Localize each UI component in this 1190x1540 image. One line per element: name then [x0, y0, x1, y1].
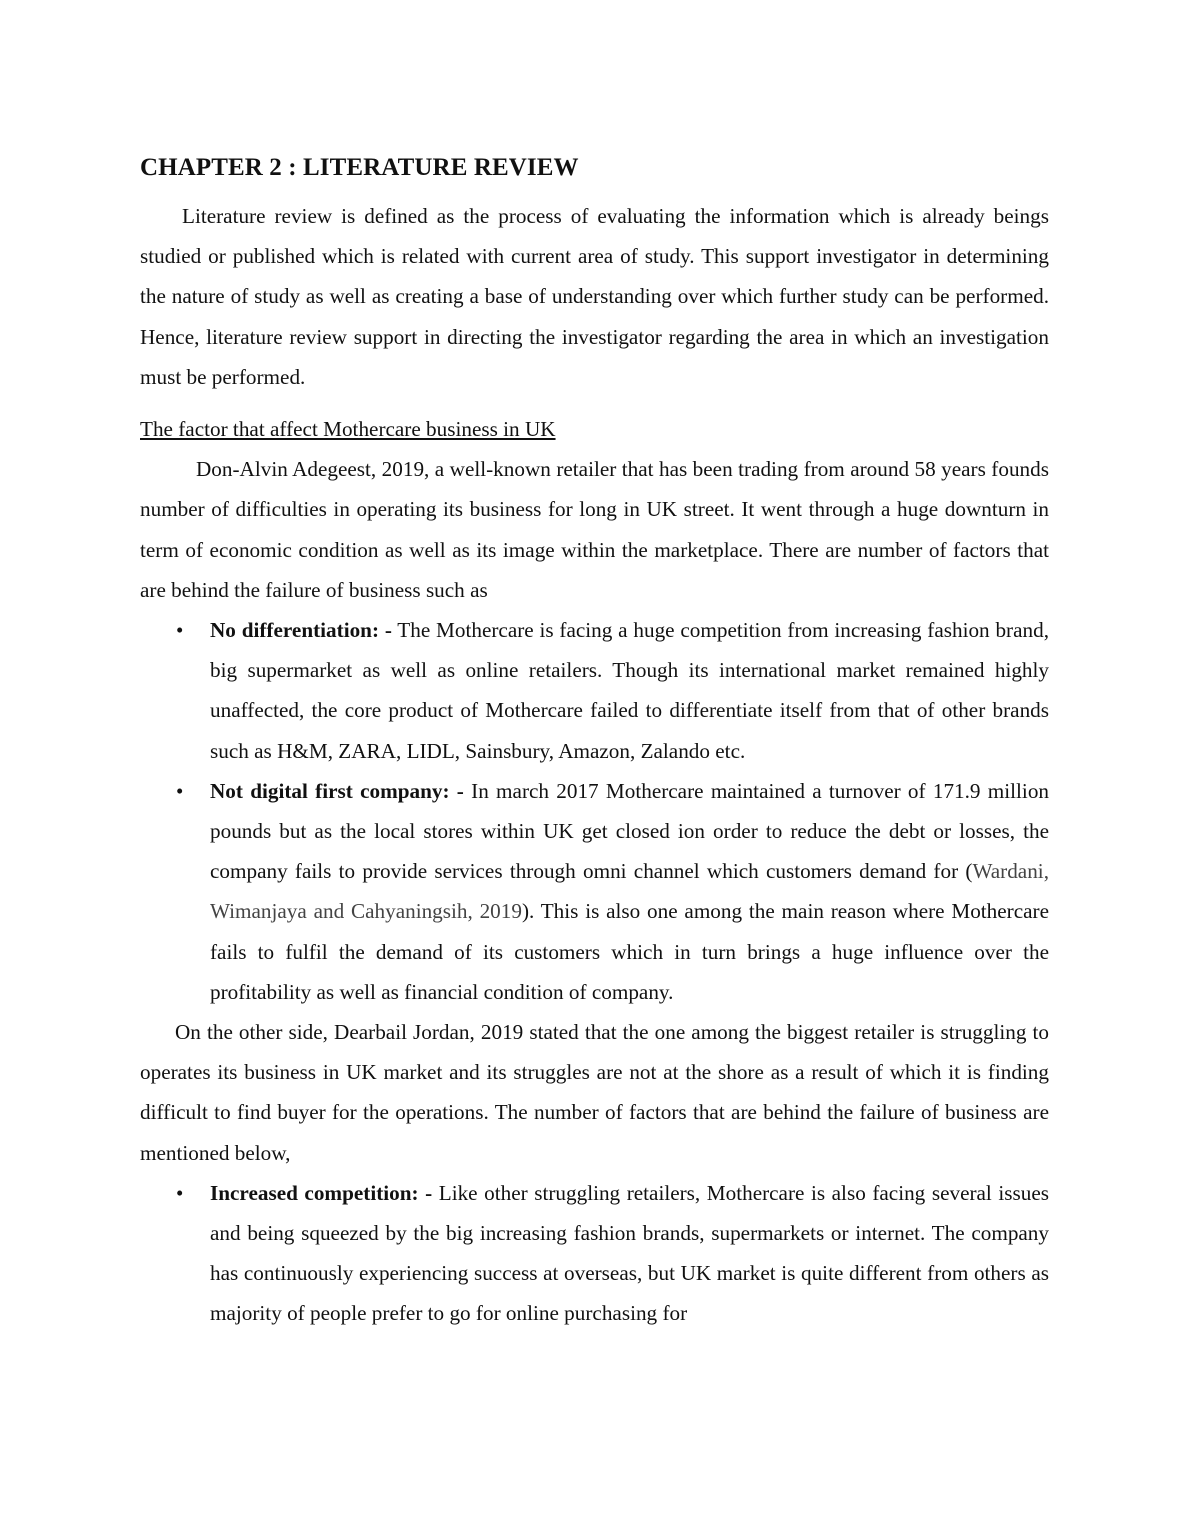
citation: Wardani, Wimanjaya and Cahyaningsih, 2019: [210, 859, 1049, 924]
bullet-dot-icon: •: [176, 778, 184, 803]
bullet-list-failure-factors: [140, 1173, 1049, 1334]
body-paragraph-jordan: On the other side, Dearbail Jordan, 2019 stated that the one among the biggest retailer is struggling to operates its business in UK market and its struggles are not at the shore as a result of which it is finding difficult to find buyer for the operations. The number of factors that are behind the failure of business are mentioned below,: [140, 1020, 1049, 1165]
bullet-text: The Mothercare is facing a huge competition from increasing fashion brand, big supermarket as well as online retailers. Though its international market remained highly unaffected, the core product of Mothercare failed to differentiate itself from that of other brands such as H&M, ZARA, LIDL, Sainsbury, Amazon, Zalando etc.: [210, 618, 1049, 763]
bullet-item-increased-competition: [140, 1173, 1049, 1334]
bullet-term: No differentiation: -: [210, 618, 392, 643]
document-page: [140, 150, 1049, 1334]
body-paragraph-adegeest: Don-Alvin Adegeest, 2019, a well-known retailer that has been trading from around 58 years founds number of difficulties in operating its business for long in UK street. It went through a huge downturn in term of economic condition as well as its image within the marketplace. There are number of factors that are behind the failure of business such as: [140, 457, 1049, 602]
bullet-item-no-differentiation: [140, 610, 1049, 771]
bullet-term: Not digital first company: -: [210, 778, 464, 803]
bullet-dot-icon: •: [176, 1180, 184, 1205]
bullet-list-factors: [140, 610, 1049, 1012]
bullet-text: ). This is also one among the main reason where Mothercare fails to fulfil the demand of its customers which in turn brings a huge influence over the profitability as well as financial condition of company.: [210, 899, 1049, 1004]
intro-paragraph: Literature review is defined as the process of evaluating the information which is already beings studied or published which is related with current area of study. This support investigator in determining the nature of study as well as creating a base of understanding over which further study can be performed. Hence, literature review support in directing the investigator regarding the area in which an investigation must be performed.: [140, 204, 1049, 389]
chapter-title: CHAPTER 2 : LITERATURE REVIEW: [140, 154, 579, 181]
bullet-item-not-digital-first: [140, 771, 1049, 1012]
section-heading: The factor that affect Mothercare business in UK: [140, 417, 556, 442]
bullet-term: Increased competition: -: [210, 1180, 433, 1205]
bullet-dot-icon: •: [176, 618, 184, 643]
bullet-text: In march 2017 Mothercare maintained a turnover of 171.9 million pounds but as the local stores within UK get closed ion order to reduce the debt or losses, the company fails to provide services through omni channel which customers demand for (: [210, 778, 1050, 884]
bullet-text: Like other struggling retailers, Mothercare is also facing several issues and being squeezed by the big increasing fashion brands, supermarkets or internet. The company has continuously experiencing success at overseas, but UK market is quite different from others as majority of people prefer to go for online purchasing for: [210, 1180, 1049, 1326]
